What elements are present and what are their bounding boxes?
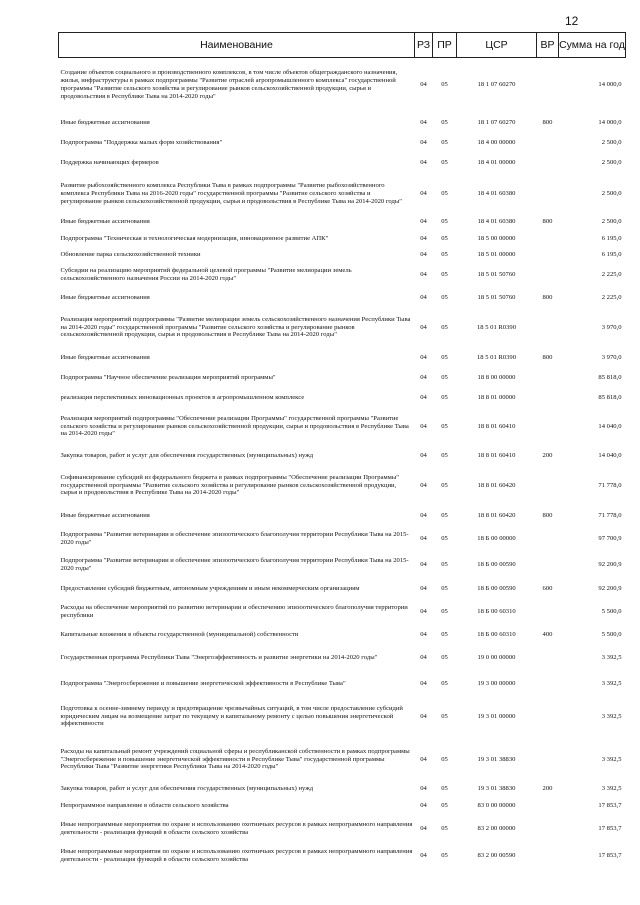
- row-vr: [537, 697, 559, 737]
- row-csr: 18 8 01 00000: [477, 393, 516, 401]
- table-row: [59, 526, 626, 552]
- row-name: Софинансирование субсидий из федерального бюджета в рамках подпрограммы "Обеспечение реализации Программы" государственной программы "Развитие сельского хозяйства и регулирование рынков сельскохозяйственной продукции, сырья и продовольствия в Республике Тыва на 2014-2020 годы": [60, 473, 399, 497]
- row-vr: [537, 388, 559, 408]
- row-csr: 18 8 00 00000: [477, 373, 516, 381]
- row-sum: 17 853,7: [598, 801, 622, 809]
- header-rz: РЗ: [415, 33, 433, 58]
- row-name: Подпрограмма "Энергосбережение и повышение энергетической эффективности в Республике Тыва": [60, 679, 346, 687]
- row-sum: 71 778,0: [598, 481, 622, 489]
- row-name: Капитальные вложения в объекты государственной (муниципальной) собственности: [60, 630, 299, 638]
- row-vr: [537, 552, 559, 579]
- row-pr: 05: [441, 323, 448, 331]
- row-vr: 200: [542, 451, 553, 459]
- table-row: [59, 113, 626, 133]
- table-row: [59, 446, 626, 466]
- table-row: [59, 579, 626, 599]
- row-sum: 3 392,5: [601, 755, 622, 763]
- row-rz: 04: [420, 422, 427, 430]
- row-name: Расходы на капитальный ремонт учреждений социальной сферы и республиканской собственности в рамках подпрограммы "Энергосбережение и повышение энергетической эффективности в Республике Тыва" государственной программы Республики Тыва "Развитие энергетики Республики Тыва на 2014-2020 годы": [60, 747, 410, 771]
- row-csr: 18 8 01 60420: [477, 481, 516, 489]
- row-sum: 2 225,0: [601, 270, 622, 278]
- row-pr: 05: [441, 785, 448, 793]
- row-rz: 04: [420, 393, 427, 401]
- row-name: реализация перспективных инновационных проектов в агропромышленном комплексе: [60, 393, 305, 401]
- table-header-row: [59, 33, 626, 58]
- row-rz: 04: [420, 801, 427, 809]
- table-row: [59, 249, 626, 262]
- table-row: [59, 599, 626, 625]
- row-pr: 05: [441, 607, 448, 615]
- table-row: [59, 173, 626, 216]
- table-row: [59, 625, 626, 645]
- row-name: Иные бюджетные ассигнования: [60, 511, 150, 519]
- row-vr: 800: [542, 218, 553, 226]
- row-csr: 18 Б 00 00590: [477, 561, 516, 569]
- row-csr: 83 2 00 00000: [477, 825, 516, 833]
- row-vr: [537, 368, 559, 388]
- row-rz: 04: [420, 138, 427, 146]
- row-name: Иные бюджетные ассигнования: [60, 353, 150, 361]
- row-name: Предоставление субсидий бюджетным, автономным учреждениям и иным некоммерческим организациям: [60, 584, 360, 592]
- row-vr: [537, 262, 559, 288]
- row-name: Создание объектов социального и производственного комплексов, в том числе объектов общегражданского назначения, жилья, инфраструктуры в рамках подпрограммы "Развитие отраслей агропромышленного комплекса" государственной программы "Развитие сельского хозяйства и регулирование рынков сельскохозяйственной продукции, сырья и продовольствия в Республике Тыва на 2014-2020 годы": [60, 69, 398, 101]
- header-pr: ПР: [433, 33, 457, 58]
- row-rz: 04: [420, 218, 427, 226]
- row-rz: 04: [420, 679, 427, 687]
- row-name: Субсидии на реализацию мероприятий федеральной целевой программы "Развитие мелиорации земель сельскохозяйственного назначения России на 2014-2020 годы": [60, 266, 352, 282]
- row-rz: 04: [420, 158, 427, 166]
- row-rz: 04: [420, 234, 427, 242]
- row-rz: 04: [420, 81, 427, 89]
- row-name: Реализация мероприятий подпрограммы "Развитие мелиорации земель сельскохозяйственного назначения Республики Тыва на 2014-2020 годы" государственной программы "Развитие сельского хозяйства и регулирование рынков сельскохозяйственной продукции, сырья и продовольствия в Республике Тыва на 2014-2020 годы": [60, 315, 411, 339]
- row-name: Закупка товаров, работ и услуг для обеспечения государственных (муниципальных) нужд: [60, 785, 314, 793]
- row-sum: 5 500,0: [601, 630, 622, 638]
- row-csr: 18 1 07 60270: [477, 81, 516, 89]
- row-pr: 05: [441, 712, 448, 720]
- table-row: [59, 408, 626, 446]
- row-pr: 05: [441, 755, 448, 763]
- row-name: Реализация мероприятий подпрограммы "Обеспечение реализации Программы" государственной программы "Развитие сельского хозяйства и регулирование рынков сельскохозяйственной продукции, сырья и продовольствия в Республике Тыва на 2014-2020 годы": [60, 414, 409, 438]
- row-pr: 05: [441, 118, 448, 126]
- row-sum: 3 392,5: [601, 653, 622, 661]
- table-row: [59, 843, 626, 870]
- row-name: Подпрограмма "Развитие ветеринарии и обеспечение эпизоотического благополучия территории Республики Тыва на 2015-2020 годы": [60, 530, 409, 546]
- row-pr: 05: [441, 353, 448, 361]
- header-csr: ЦСР: [457, 33, 537, 58]
- row-rz: 04: [420, 825, 427, 833]
- row-csr: 83 2 00 00590: [477, 852, 516, 860]
- row-pr: 05: [441, 653, 448, 661]
- row-sum: 3 970,0: [601, 323, 622, 331]
- row-pr: 05: [441, 234, 448, 242]
- row-csr: 19 3 00 00000: [477, 679, 516, 687]
- row-vr: 800: [542, 353, 553, 361]
- row-name: Иные непрограммные мероприятия по охране и использованию охотничьих ресурсов в рамках непрограммного направления деятельности - реализация функций в области сельского хозяйства: [60, 821, 413, 836]
- row-name: Обновление парка сельскохозяйственной техники: [60, 251, 201, 259]
- row-vr: 800: [542, 511, 553, 519]
- row-name: Поддержка начинающих фермеров: [60, 158, 159, 166]
- table-row: [59, 783, 626, 796]
- row-name: Иные бюджетные ассигнования: [60, 218, 150, 226]
- row-csr: 19 3 01 38830: [477, 785, 516, 793]
- row-vr: [537, 308, 559, 348]
- row-csr: 83 0 00 00000: [477, 801, 516, 809]
- row-sum: 85 818,0: [598, 373, 622, 381]
- row-vr: [537, 737, 559, 783]
- row-rz: 04: [420, 270, 427, 278]
- row-sum: 97 700,9: [598, 534, 622, 542]
- table-row: [59, 153, 626, 173]
- row-csr: 18 Б 00 00000: [477, 534, 516, 542]
- row-vr: 200: [542, 785, 553, 793]
- row-sum: 14 000,0: [598, 118, 622, 126]
- row-rz: 04: [420, 534, 427, 542]
- header-vr: ВР: [537, 33, 559, 58]
- row-rz: 04: [420, 584, 427, 592]
- row-rz: 04: [420, 755, 427, 763]
- row-name: Непрограммное направление в области сельского хозяйства: [60, 801, 229, 809]
- row-rz: 04: [420, 251, 427, 259]
- row-vr: [537, 249, 559, 262]
- row-pr: 05: [441, 825, 448, 833]
- row-vr: [537, 645, 559, 671]
- row-csr: 18 5 00 00000: [477, 234, 516, 242]
- row-csr: 18 Б 00 60310: [477, 607, 516, 615]
- row-name: Иные непрограммные мероприятия по охране и использованию охотничьих ресурсов в рамках непрограммного направления деятельности - реализация функций в области сельского хозяйства: [60, 848, 413, 863]
- row-vr: [537, 229, 559, 249]
- row-vr: [537, 58, 559, 113]
- row-sum: 3 392,5: [601, 679, 622, 687]
- row-name: Государственная программа Республики Тыва "Энергоэффективность и развитие энергетики на 2014-2020 годы": [60, 653, 378, 661]
- row-pr: 05: [441, 511, 448, 519]
- row-sum: 3 392,5: [601, 712, 622, 720]
- row-vr: 800: [542, 293, 553, 301]
- table-row: [59, 216, 626, 229]
- row-rz: 04: [420, 511, 427, 519]
- row-vr: [537, 466, 559, 506]
- row-rz: 04: [420, 190, 427, 198]
- row-sum: 2 500,0: [601, 158, 622, 166]
- table-row: [59, 229, 626, 249]
- row-rz: 04: [420, 373, 427, 381]
- row-pr: 05: [441, 584, 448, 592]
- row-rz: 04: [420, 607, 427, 615]
- row-vr: 600: [542, 584, 553, 592]
- row-vr: [537, 816, 559, 843]
- row-sum: 3 970,0: [601, 353, 622, 361]
- row-csr: 18 Б 00 00590: [477, 584, 516, 592]
- row-pr: 05: [441, 293, 448, 301]
- row-rz: 04: [420, 353, 427, 361]
- table-row: [59, 288, 626, 308]
- row-csr: 18 8 01 60410: [477, 451, 516, 459]
- row-sum: 14 000,0: [598, 81, 622, 89]
- row-vr: 400: [542, 630, 553, 638]
- row-pr: 05: [441, 190, 448, 198]
- table-row: [59, 796, 626, 816]
- row-sum: 17 853,7: [598, 825, 622, 833]
- row-name: Иные бюджетные ассигнования: [60, 293, 150, 301]
- table-row: [59, 671, 626, 697]
- row-pr: 05: [441, 218, 448, 226]
- row-rz: 04: [420, 561, 427, 569]
- row-vr: [537, 671, 559, 697]
- row-sum: 6 195,0: [601, 251, 622, 259]
- row-csr: 18 4 01 00000: [477, 158, 516, 166]
- row-sum: 2 500,0: [601, 218, 622, 226]
- row-vr: [537, 599, 559, 625]
- row-pr: 05: [441, 852, 448, 860]
- row-name: Подготовка к осенне-зимнему периоду и предотвращение чрезвычайных ситуаций, в том числе предоставление субсидий юридическим лицам на возмещение затрат по текущему и капитальному ремонту с целью повышения энергетической эффективности: [60, 704, 403, 728]
- row-pr: 05: [441, 393, 448, 401]
- row-vr: [537, 526, 559, 552]
- row-pr: 05: [441, 534, 448, 542]
- row-pr: 05: [441, 630, 448, 638]
- row-sum: 6 195,0: [601, 234, 622, 242]
- header-sum: Сумма на год: [559, 33, 626, 58]
- row-csr: 18 8 01 60420: [477, 511, 516, 519]
- row-vr: [537, 796, 559, 816]
- row-sum: 3 392,5: [601, 785, 622, 793]
- row-pr: 05: [441, 158, 448, 166]
- row-sum: 14 040,0: [598, 451, 622, 459]
- table-row: [59, 506, 626, 526]
- row-sum: 5 500,0: [601, 607, 622, 615]
- row-csr: 19 3 01 38830: [477, 755, 516, 763]
- row-rz: 04: [420, 653, 427, 661]
- row-vr: [537, 173, 559, 216]
- row-vr: 800: [542, 118, 553, 126]
- row-sum: 92 200,9: [598, 584, 622, 592]
- row-sum: 85 818,0: [598, 393, 622, 401]
- row-rz: 04: [420, 630, 427, 638]
- table-row: [59, 552, 626, 579]
- row-csr: 18 Б 00 60310: [477, 630, 516, 638]
- row-csr: 18 8 01 60410: [477, 422, 516, 430]
- row-csr: 19 0 00 00000: [477, 653, 516, 661]
- row-name: Подпрограмма "Техническая и технологическая модернизация, инновационное развитие АПК": [60, 234, 329, 242]
- row-csr: 18 4 01 60380: [477, 218, 516, 226]
- row-rz: 04: [420, 785, 427, 793]
- row-name: Подпрограмма "Научное обеспечение реализации мероприятий программы": [60, 373, 276, 381]
- table-row: [59, 645, 626, 671]
- row-rz: 04: [420, 118, 427, 126]
- row-pr: 05: [441, 422, 448, 430]
- row-rz: 04: [420, 852, 427, 860]
- table-row: [59, 308, 626, 348]
- row-name: Иные бюджетные ассигнования: [60, 118, 150, 126]
- row-rz: 04: [420, 451, 427, 459]
- page-number: 12: [565, 14, 579, 28]
- row-pr: 05: [441, 451, 448, 459]
- row-sum: 92 200,9: [598, 561, 622, 569]
- row-pr: 05: [441, 561, 448, 569]
- row-csr: 18 4 00 00000: [477, 138, 516, 146]
- row-csr: 18 1 07 60270: [477, 118, 516, 126]
- table-row: [59, 58, 626, 113]
- header-name: Наименование: [59, 33, 415, 58]
- row-sum: 17 853,7: [598, 852, 622, 860]
- row-csr: 18 5 01 R0390: [476, 323, 516, 331]
- table-row: [59, 737, 626, 783]
- row-sum: 2 500,0: [601, 190, 622, 198]
- table-row: [59, 368, 626, 388]
- row-pr: 05: [441, 251, 448, 259]
- table-row: [59, 816, 626, 843]
- table-row: [59, 133, 626, 153]
- row-pr: 05: [441, 801, 448, 809]
- row-pr: 05: [441, 81, 448, 89]
- row-name: Закупка товаров, работ и услуг для обеспечения государственных (муниципальных) нужд: [60, 451, 314, 459]
- row-sum: 2 225,0: [601, 293, 622, 301]
- row-pr: 05: [441, 373, 448, 381]
- row-vr: [537, 843, 559, 870]
- table-row: [59, 697, 626, 737]
- row-pr: 05: [441, 679, 448, 687]
- row-csr: 19 3 01 00000: [477, 712, 516, 720]
- row-pr: 05: [441, 138, 448, 146]
- table-row: [59, 262, 626, 288]
- row-sum: 2 500,0: [601, 138, 622, 146]
- row-csr: 18 5 01 R0390: [476, 353, 516, 361]
- row-rz: 04: [420, 323, 427, 331]
- row-csr: 18 4 01 60380: [477, 190, 516, 198]
- row-vr: [537, 153, 559, 173]
- row-sum: 71 778,0: [598, 511, 622, 519]
- row-vr: [537, 408, 559, 446]
- budget-table: [58, 32, 626, 870]
- row-name: Расходы на обеспечение мероприятий по развитию ветеринарии и обеспечению эпизоотического благополучия территории республики: [60, 603, 408, 619]
- table-row: [59, 466, 626, 506]
- row-name: Подпрограмма "Поддержка малых форм хозяйствования": [60, 138, 223, 146]
- row-name: Развитие рыбохозяйственного комплекса Республики Тыва в рамках подпрограммы "Развитие рыбохозяйственного комплекса Республики Тыва на 2016-2020 годы" государственной программы "Развитие сельского хозяйства и регулирование рынков сельскохозяйственной продукции, сырья и продовольствия в Республике Тыва на 2014-2020 годы": [60, 182, 403, 205]
- table-row: [59, 348, 626, 368]
- row-pr: 05: [441, 270, 448, 278]
- row-csr: 18 5 01 50760: [477, 270, 516, 278]
- row-csr: 18 5 01 00000: [477, 251, 516, 259]
- table-row: [59, 388, 626, 408]
- row-rz: 04: [420, 293, 427, 301]
- row-rz: 04: [420, 481, 427, 489]
- row-sum: 14 040,0: [598, 422, 622, 430]
- row-vr: [537, 133, 559, 153]
- row-pr: 05: [441, 481, 448, 489]
- row-csr: 18 5 01 50760: [477, 293, 516, 301]
- row-rz: 04: [420, 712, 427, 720]
- row-name: Подпрограмма "Развитие ветеринарии и обеспечение эпизоотического благополучия территории Республики Тыва на 2015-2020 годы": [60, 557, 409, 572]
